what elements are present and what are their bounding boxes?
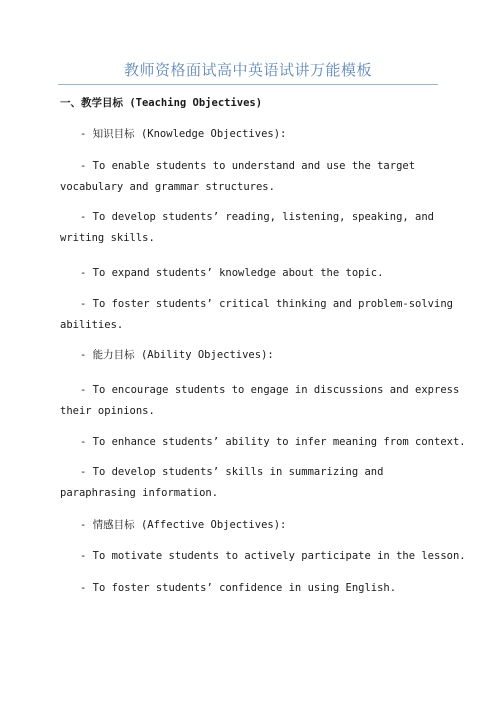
affective-item-1: - To motivate students to actively participate in the lesson. — [80, 550, 466, 562]
knowledge-objectives-label: - 知识目标 (Knowledge Objectives): — [80, 128, 287, 140]
affective-objectives-label: - 情感目标 (Affective Objectives): — [80, 519, 287, 531]
knowledge-item-2-line-1: - To develop students’ reading, listening, speaking, and — [80, 211, 435, 223]
knowledge-item-1-line-2: vocabulary and grammar structures. — [60, 181, 275, 193]
knowledge-item-4-line-2: abilities. — [60, 319, 124, 331]
ability-item-1-line-1: - To encourage students to engage in discussions and express — [80, 384, 460, 396]
ability-item-3-line-1: - To develop students’ skills in summarizing and — [80, 466, 384, 478]
ability-item-1-line-2: their opinions. — [60, 405, 155, 417]
title-divider — [58, 84, 438, 85]
knowledge-item-3: - To expand students’ knowledge about the topic. — [80, 267, 384, 279]
section-heading: 一、教学目标 (Teaching Objectives) — [60, 97, 263, 109]
ability-item-3-line-2: paraphrasing information. — [60, 487, 219, 499]
affective-item-2: - To foster students’ confidence in using English. — [80, 582, 397, 594]
document-title: 教师资格面试高中英语试讲万能模板 — [123, 61, 372, 79]
ability-objectives-label: - 能力目标 (Ability Objectives): — [80, 349, 274, 361]
knowledge-item-4-line-1: - To foster students’ critical thinking and problem-solving — [80, 298, 453, 310]
ability-item-2: - To enhance students’ ability to infer meaning from context. — [80, 436, 466, 448]
knowledge-item-1-line-1: - To enable students to understand and use the target — [80, 160, 416, 172]
knowledge-item-2-line-2: writing skills. — [60, 232, 155, 244]
